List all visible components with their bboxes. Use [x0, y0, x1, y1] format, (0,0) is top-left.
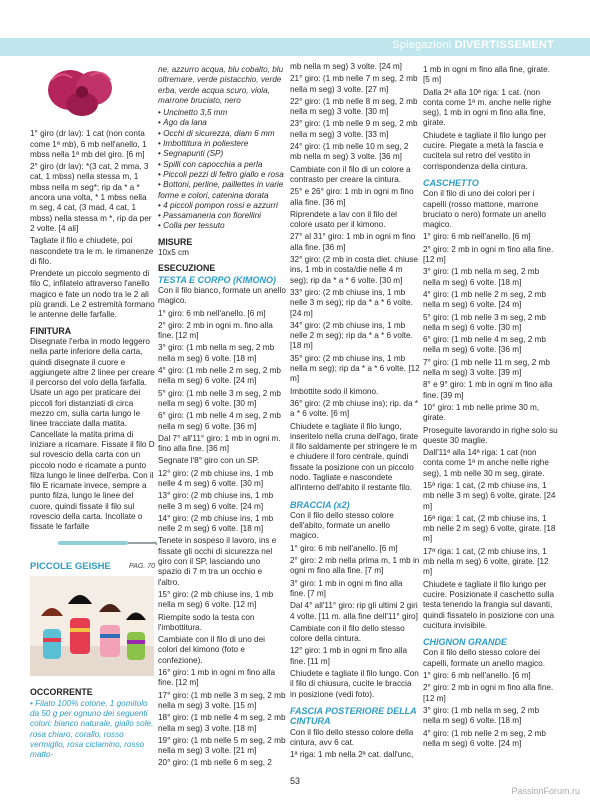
geisha-dolls-image	[30, 576, 154, 676]
row-instruction: 3° giro: (1 mb nella m seg, 2 mb nella m seg) 6 volte. [18 m]	[158, 343, 275, 363]
row-instruction: 7° giro: (1 mb nelle 11 m seg, 2 mb nella m seg) 3 volte. [39 m]	[423, 357, 550, 378]
material-item: • Segnapunti (SP)	[158, 149, 286, 159]
material-item: • 4 piccoli pompon rossi e azzurri	[158, 201, 286, 211]
row-instruction: 25° e 26° giro: 1 mb in ogni m fino alla fine. [36 m]	[290, 187, 414, 207]
column-2	[158, 65, 286, 771]
row-instruction: 16° giro: 1 mb in ogni m fino alla fine. [12 m]	[158, 668, 276, 688]
row-instruction: 6° giro: (1 mb nelle 4 m seg, 2 mb nella m seg) 6 volte. [36 m]	[423, 335, 546, 355]
header-title	[392, 39, 554, 51]
misure-heading: MISURE	[158, 236, 193, 247]
row-instruction: 1° giro: 6 mb nell'anello. [6 m]	[290, 543, 398, 553]
esecuzione-heading: ESECUZIONE	[158, 263, 216, 274]
butterfly-image	[42, 62, 120, 122]
row-instruction: 4° giro: (1 mb nelle 2 m seg, 2 mb nella m seg) 6 volte. [24 m]	[158, 366, 281, 386]
row-instruction: 2° giro: 2 mb in ogni m fino alla fine. [12 m]	[423, 683, 554, 703]
row-instruction: Dall'11ª alla 14ª riga: 1 cat (non conta come 1ª m anche nelle righe seg), 1 mb nelle 30 m seg, girate.	[423, 448, 549, 478]
column-4	[423, 65, 558, 751]
row-instruction: 23° giro: (1 mb nelle 9 m seg, 2 mb nella m seg) 3 volte. [33 m]	[290, 119, 418, 139]
row-instruction: Riprendete a lav con il filo del colore usato per il kimono.	[290, 209, 397, 230]
materials-text: • Filato 100% cotone, 1 gomitolo da 50 g per ognuno dei seguenti colori: bianco naturale, giallo sole, rosa chiaro, corallo, rosso vermiglio, rosa ciclamino, rosso matto-	[30, 698, 154, 760]
testa-heading: TESTA E CORPO (KIMONO)	[158, 274, 276, 285]
row-instruction: 24° giro: (1 mb nelle 10 m seg, 2 mb nella m seg) 3 volte. [36 m]	[290, 142, 409, 162]
row-instruction: Dal 4° all'11° giro: rip gli ultimi 2 giri 4 volte. [11 m. alla fine dell'11° giro]	[290, 601, 418, 621]
row-instruction: 4° giro: (1 mb nelle 2 m seg, 2 mb nella m seg) 6 volte. [24 m]	[423, 289, 546, 310]
row-instruction: 1° giro: 6 mb nell'anello. [6 m]	[423, 232, 531, 242]
row-instruction: 15° giro: (2 mb chiuse ins, 1 mb nella m seg) 6 volte. [12 m]	[158, 589, 274, 610]
page-reference: PAG. 70	[129, 562, 155, 570]
material-item: • Passamaneria con fiorellini	[158, 211, 286, 221]
row-instruction: Chiudete e tagliate il filo lungo per cucire. Posizionate il caschetto sulla testa tenendo la frangia sul davanti, quindi fissatelo in posizione con una cucitura invisibile.	[423, 579, 555, 630]
braccia-heading: BRACCIA (x2)	[290, 499, 350, 510]
row-instruction: 19° giro: (1 mb nelle 5 m seg, 2 mb nella m seg) 3 volte. [21 m]	[158, 735, 286, 756]
row-instruction: 1 mb in ogni m fino alla fine, girate. [5 m]	[423, 65, 550, 85]
row-instruction: Cambiate con il filo di uno dei colori del kimono (foto e confezione).	[158, 635, 265, 665]
row-instruction: 2° giro: 2 mb in ogni m. fino alla fine. [12 m]	[158, 320, 273, 341]
row-instruction: 36° giro: (2 mb chiuse ins); rip. da * a * 6 volte. [6 m]	[290, 398, 418, 419]
row-instruction: 1° giro: 6 mb nell'anello. [6 m]	[423, 671, 531, 681]
row-instruction: 17° giro: (1 mb nelle 3 m seg, 2 mb nella m seg) 3 volte. [15 m]	[158, 690, 286, 710]
row-instruction: Dalla 2ª alla 10ª riga: 1 cat. (non conta come 1ª m. anche nelle righe seg), 1 mb in ogni m fino alla fine, girate.	[423, 87, 552, 128]
row-instruction: 5° giro: (1 mb nelle 3 m seg, 2 mb nella m seg) 6 volte. [30 m]	[158, 388, 281, 408]
row-instruction: Cambiate con il filo di un colore a contrasto per creare la cintura.	[290, 164, 411, 184]
row-instruction: Con il filo di uno dei colori per i capelli (rosso mattone, marrone bruciato o nero) formate un anello magico.	[423, 189, 546, 230]
header-section-title: DIVERTISSEMENT	[454, 39, 554, 51]
row-instruction: Chiudete e tagliate il filo lungo, inseritelo nella cruna dell'ago, tirate il filo saldamente per stringere le m e chiudere il foro centrale, quindi fissate la posizione con un piccolo nodo. Tagliate e nascondete all'interno dell'abito il restante filo.	[290, 421, 419, 493]
row-instruction: 2° giro: 2 mb nella prima m, 1 mb in ogni m fino alla fine. [7 m]	[290, 556, 420, 576]
row-instruction: 32° giro: (2 mb in costa diet. chiuse ins, 1 mb in costa/die nelle 4 m seg); rip da * a * 6 volte. [30 m]	[290, 255, 418, 285]
row-instruction: 6° giro: (1 mb nelle 4 m seg, 2 mb nella m seg) 6 volte. [36 m]	[158, 411, 281, 431]
row-instruction: 5° giro: (1 mb nelle 3 m seg, 2 mb nella m seg) 6 volte. [30 m]	[423, 312, 546, 332]
row-instruction: Con il filo dello stesso colore dell'abito, formate un anello magico.	[290, 510, 394, 541]
row-instruction: 12° giro: 1 mb in ogni m fino alla fine. [11 m]	[290, 646, 408, 666]
occorrente-heading: OCCORRENTE	[30, 687, 93, 698]
paragraph: 1° giro (dr lav): 1 cat (non conta come 1ª mb), 6 mb nell'anello, 1 mbss nella 1ª mb del giro. [6 m]	[30, 129, 147, 159]
row-instruction: 12° giro: (2 mb chiuse ins, 1 mb nelle 4 m seg) 6 volte. [30 m]	[158, 468, 274, 488]
finitura-heading: FINITURA	[30, 325, 72, 336]
row-instruction: 35° giro: (2 mb chiuse ins, 1 mb nella m seg); rip da * a * 6 volte. [12 m]	[290, 353, 420, 384]
row-instruction: Chiudete e tagliate il filo lungo per cucire. Piegate a metà la fascia e cucitela sul retro del vestito in corrispondenza della cintura.	[423, 130, 547, 171]
row-instruction: mb nella m seg) 3 volte. [24 m]	[290, 62, 402, 71]
material-item: • Piccoli pezzi di feltro giallo e rosa	[158, 170, 286, 180]
page-number: 53	[289, 776, 300, 786]
page-header	[0, 0, 590, 58]
material-item: • Bottoni, perline, paillettes in varie forme e colori, catenina dorata	[158, 180, 286, 201]
row-instruction: 4° giro: (1 mb nelle 2 m seg, 2 mb nella m seg) 6 volte. [24 m]	[423, 728, 546, 748]
column-3	[290, 62, 420, 762]
chignon-heading: CHIGNON GRANDE	[423, 637, 508, 648]
section-header	[30, 562, 155, 572]
row-instruction: Cambiate con il filo dello stesso colore della cintura.	[290, 623, 405, 644]
material-item: • Imbottitura in poliestere	[158, 139, 286, 149]
materials-continued: ne, azzurro acqua, blu cobalto, blu oltremare, verde pistacchio, verde erba, verde acqua scuro, viola, marrone bruciato, nero	[158, 65, 284, 105]
row-instruction: 21° giro: (1 mb nelle 7 m seg, 2 mb nella m seg) 3 volte. [27 m]	[290, 74, 418, 94]
row-instruction: 22° giro: (1 mb nelle 8 m seg, 2 mb nella m seg) 3 volte. [30 m]	[290, 96, 418, 117]
row-instruction: 3° giro: (1 mb nella m seg, 2 mb nella m seg) 6 volte. [18 m]	[423, 705, 540, 726]
material-item: • Occhi di sicurezza, diam 6 mm	[158, 129, 286, 139]
material-item: • Ago da lana	[158, 118, 286, 128]
row-instruction: Con il filo dello stesso colore dei capelli, formate un anello magico.	[423, 648, 545, 668]
crochet-hook-image	[58, 537, 158, 549]
row-instruction: 3° giro: (1 mb nella m seg, 2 mb nella m seg) 6 volte. [18 m]	[423, 267, 540, 287]
fascia-heading: FASCIA POSTERIORE DELLA CINTURA	[290, 705, 417, 727]
paragraph: Tagliate il filo e chiudete, poi nascondete tra le m. le rimanenze di filo.	[30, 236, 154, 266]
row-instruction: 18° giro: (1 mb nelle 4 m seg, 2 mb nella m seg) 3 volte. [18 m]	[158, 713, 286, 733]
row-instruction: 16ª riga: 1 cat, (2 mb chiuse ins, 1 mb nelle 2 m seg) 6 volte, girate. [18 m]	[423, 513, 556, 544]
row-instruction: 3° giro: 1 mb in ogni m fino alla fine. [7 m]	[290, 578, 403, 598]
geishe-title: PICCOLE GEISHE	[30, 560, 111, 572]
row-instruction: Tenete in sospeso il lavoro, ins e fissate gli occhi di sicurezza nel giro con il SP, lasciando uno spazio di 7 m tra un occhio e l'altro.	[158, 536, 277, 587]
row-instruction: 17ª riga: 1 cat, (2 mb chiuse ins, 1 mb nella m seg) 6 volte, girate. [12 m]	[423, 546, 549, 577]
row-instruction: 33° giro: (2 mb chiuse ins, 1 mb nelle 3 m seg); rip da * a * 6 volte. [24 m]	[290, 287, 413, 318]
watermark: PassionForum.ru	[511, 786, 580, 796]
row-instruction: Con il filo dello stesso colore della cintura, avv 6 cat.	[290, 727, 414, 747]
column-1	[30, 62, 155, 763]
paragraph: 2° giro (dr lav): *(3 cat, 2 mma, 3 cat, 1 mbss) nella stessa m, 1 mbss nella m seg*; rip da * a * ancora una volta, * 1 mbss nella m seg, 4 cat, (3 mad, 4 cat, 1 mbss) nella stessa m *, rip da per 2 volte. [4 ali]	[30, 162, 152, 233]
row-instruction: 1° giro: 6 mb nell'anello. [6 m]	[158, 308, 266, 318]
paragraph: Con il filo bianco, formate un anello magico.	[158, 285, 286, 306]
material-item: • Spilli con capocchia a perla	[158, 160, 286, 170]
row-instruction: 10° giro: 1 mb nelle prime 30 m, girate.	[423, 402, 540, 423]
row-instruction: Chiudete e tagliate il filo lungo. Con il filo di chiusura, cucite le braccia in posizione (vedi foto).	[290, 669, 419, 699]
paragraph: Disegnate l'erba in modo leggero nella parte inferiore della carta, quindi disegnate il cuore e aggiungete altre 2 linee per creare il percorso del volo della farfalla. Usate un ago per praticare dei piccoli fori distanziati di circa mezzo cm, sulla carta lungo le linee tracciate dalla matita. Cancellate la matita prima di iniziare a ricamare. Fissate il filo D sul rovescio della carta con un piccolo nodo e ricamate a punto filza lungo le linee dell'erba. Con il filo E ricamate invece, sempre a punto filza, lungo le linee del cuore, quindi fissate il filo sul rovescio della carta. Incollate o fissate le farfalle	[30, 336, 155, 532]
row-instruction: 13° giro: (2 mb chiuse ins, 1 mb nelle 3 m seg) 6 volte. [24 m]	[158, 491, 274, 511]
header-section: Spiegazioni	[392, 39, 452, 51]
row-instruction: Riempite sodo la testa con l'imbottitura.	[158, 612, 255, 632]
material-item: • Colla per tessuto	[158, 221, 286, 231]
paragraph: Prendete un piccolo segmento di filo C, infilatelo attraverso l'anello magico e fate un nodo tra le 2 ali più grandi. Le 2 estremità formano le antenne delle farfalle.	[30, 269, 155, 320]
row-instruction: 2° giro: 2 mb in ogni m fino alla fine. [12 m]	[423, 244, 554, 265]
caschetto-heading: CASCHETTO	[423, 177, 479, 188]
row-instruction: Segnate l'8° giro con un SP.	[158, 456, 260, 466]
row-instruction: Proseguite lavorando in righe solo su queste 30 maglie.	[423, 425, 558, 445]
row-instruction: Imbottite sodo il kimono.	[290, 386, 379, 396]
row-instruction: 1ª riga: 1 mb nella 2ª cat. dall'unc,	[290, 750, 414, 760]
row-instruction: 27° al 31° giro: 1 mb in ogni m fino alla fine. [36 m]	[290, 232, 416, 252]
row-instruction: 8° e 9° giro: 1 mb in ogni m fino alla fine. [39 m]	[423, 380, 553, 400]
paragraph: 10x5 cm	[158, 248, 189, 258]
material-item: • Uncinetto 3,5 mm	[158, 108, 286, 118]
row-instruction: 20° giro: (1 mb nelle 6 m seg, 2	[158, 758, 272, 768]
row-instruction: 14° giro: (2 mb chiuse ins, 1 mb nelle 2 m seg) 6 volte. [18 m]	[158, 513, 274, 534]
row-instruction: 34° giro: (2 mb chiuse ins, 1 mb nelle 2 m seg); rip da * a * 6 volte. [18 m]	[290, 320, 413, 351]
row-instruction: 15ª riga: 1 cat, (2 mb chiuse ins, 1 mb nelle 3 m seg) 6 volte, girate. [24 m]	[423, 480, 556, 511]
row-instruction: Dal 7° all'11° giro: 1 mb in ogni m. fino alla fine. [36 m]	[158, 433, 281, 454]
